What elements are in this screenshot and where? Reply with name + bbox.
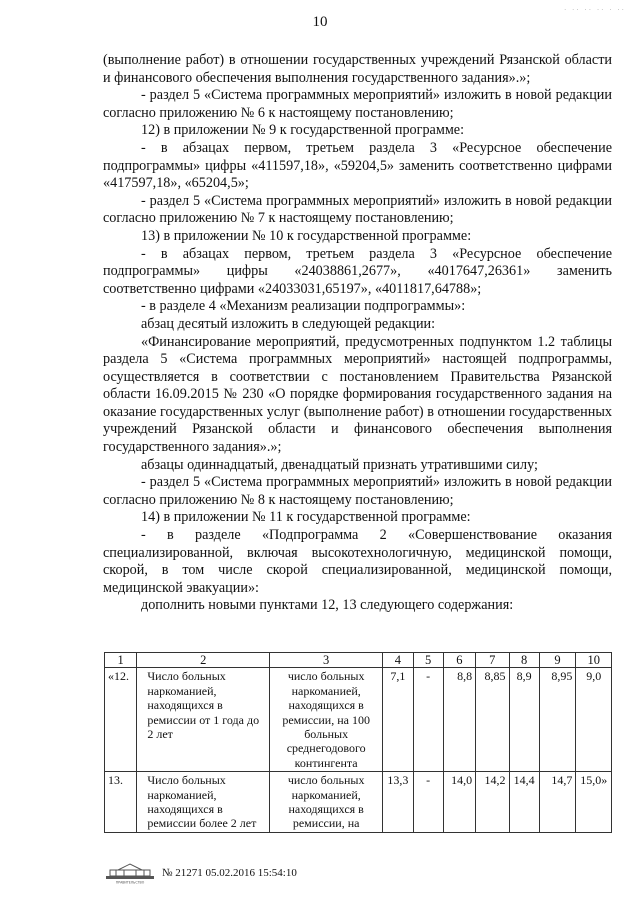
table-header-cell: 7 <box>476 653 509 668</box>
table-cell: 14,4 <box>509 772 539 833</box>
table-cell: - <box>413 772 443 833</box>
table-cell: «12. <box>105 668 137 772</box>
indicators-table <box>104 652 612 833</box>
table-header-cell: 3 <box>270 653 383 668</box>
table-row <box>105 668 612 772</box>
table-header-cell: 9 <box>539 653 576 668</box>
paragraph: дополнить новыми пунктами 12, 13 следующего содержания: <box>141 597 514 614</box>
paragraph: - раздел 5 «Система программных мероприятий» изложить в новой редакции согласно приложению № 6 к настоящему постановлению; <box>103 87 612 121</box>
table-cell: число больных наркоманией, находящихся в ремиссии, на 100 больных среднегодового контингента <box>270 668 383 772</box>
table-row <box>105 772 612 833</box>
table-cell: 14,7 <box>539 772 576 833</box>
table-cell: 15,0» <box>576 772 612 833</box>
paragraph: абзацы одиннадцатый, двенадцатый признать утратившими силу; <box>141 456 538 473</box>
table-header-cell: 8 <box>509 653 539 668</box>
paragraph: - раздел 5 «Система программных мероприятий» изложить в новой редакции согласно приложению № 8 к настоящему постановлению; <box>103 474 612 508</box>
table-cell: 7,1 <box>383 668 413 772</box>
page-number: 10 <box>312 14 328 30</box>
document-footer <box>104 862 297 884</box>
table-header-row <box>105 653 612 668</box>
table-cell: 14,0 <box>443 772 475 833</box>
paragraph: 13) в приложении № 10 к государственной программе: <box>141 227 472 244</box>
table-header-cell: 2 <box>137 653 270 668</box>
paragraph: 12) в приложении № 9 к государственной программе: <box>141 122 465 139</box>
table-header-cell: 5 <box>413 653 443 668</box>
table-header-cell: 10 <box>576 653 612 668</box>
table-header-cell: 6 <box>443 653 475 668</box>
table-header-cell: 1 <box>105 653 137 668</box>
document-registration-stamp: № 21271 05.02.2016 15:54:10 <box>162 867 297 879</box>
paragraph: - в абзацах первом, третьем раздела 3 «Ресурсное обеспечение подпрограммы» цифры «24038861,2677», «4017647,26361» заменить соответственно цифрами «24033031,65197», «4011817,64788»; <box>103 245 612 297</box>
scan-corner-mark: · ·· ·· ·· · ·· <box>563 6 626 14</box>
table-cell: 8,95 <box>539 668 576 772</box>
table-cell: 8,85 <box>476 668 509 772</box>
paragraph: абзац десятый изложить в следующей редакции: <box>141 315 436 332</box>
table-cell: Число больных наркоманией, находящихся в ремиссии более 2 лет <box>137 772 270 833</box>
table-cell: число больных наркоманией, находящихся в ремиссии, на <box>270 772 383 833</box>
paragraph: - в разделе «Подпрограмма 2 «Совершенствование оказания специализированной, включая высокотехнологичную, медицинской помощи, скорой, в том числе скорой специализированной, медицинской помощи, медицинской эвакуации»: <box>103 527 612 596</box>
paragraph: (выполнение работ) в отношении государственных учреждений Рязанской области и финансового обеспечения выполнения государственного задания».»; <box>103 52 612 86</box>
table-header-cell: 4 <box>383 653 413 668</box>
paragraph: «Финансирование мероприятий, предусмотренных подпунктом 1.2 таблицы раздела 5 «Система программных мероприятий» настоящей подпрограммы, осуществляется в соответствии с постановлением Правительства Рязанской области 16.09.2015 № 230 «О порядке формирования государственного задания на оказание государственных услуг (выполнение работ) в отношении государственных учреждений Рязанской области и финансового обеспечения выполнения государственного задания».»; <box>103 333 612 456</box>
paragraph: 14) в приложении № 11 к государственной программе: <box>141 509 471 526</box>
government-emblem-icon <box>104 862 156 884</box>
document-body <box>103 52 612 615</box>
paragraph: - в абзацах первом, третьем раздела 3 «Ресурсное обеспечение подпрограммы» цифры «411597,18», «59204,5» заменить соответственно цифрами «417597,18», «65204,5»; <box>103 139 612 192</box>
table-cell: 9,0 <box>576 668 612 772</box>
table-cell: 13. <box>105 772 137 833</box>
emblem-caption: ПРАВИТЕЛЬСТВО <box>115 880 145 884</box>
table-cell: - <box>413 668 443 772</box>
table-cell: 8,8 <box>443 668 475 772</box>
table-cell: 14,2 <box>476 772 509 833</box>
table-cell: 13,3 <box>383 772 413 833</box>
paragraph: - раздел 5 «Система программных мероприятий» изложить в новой редакции согласно приложению № 7 к настоящему постановлению; <box>103 192 612 227</box>
paragraph: - в разделе 4 «Механизм реализации подпрограммы»: <box>141 298 466 315</box>
table-cell: 8,9 <box>509 668 539 772</box>
table-cell: Число больных наркоманией, находящихся в ремиссии от 1 года до 2 лет <box>137 668 270 772</box>
